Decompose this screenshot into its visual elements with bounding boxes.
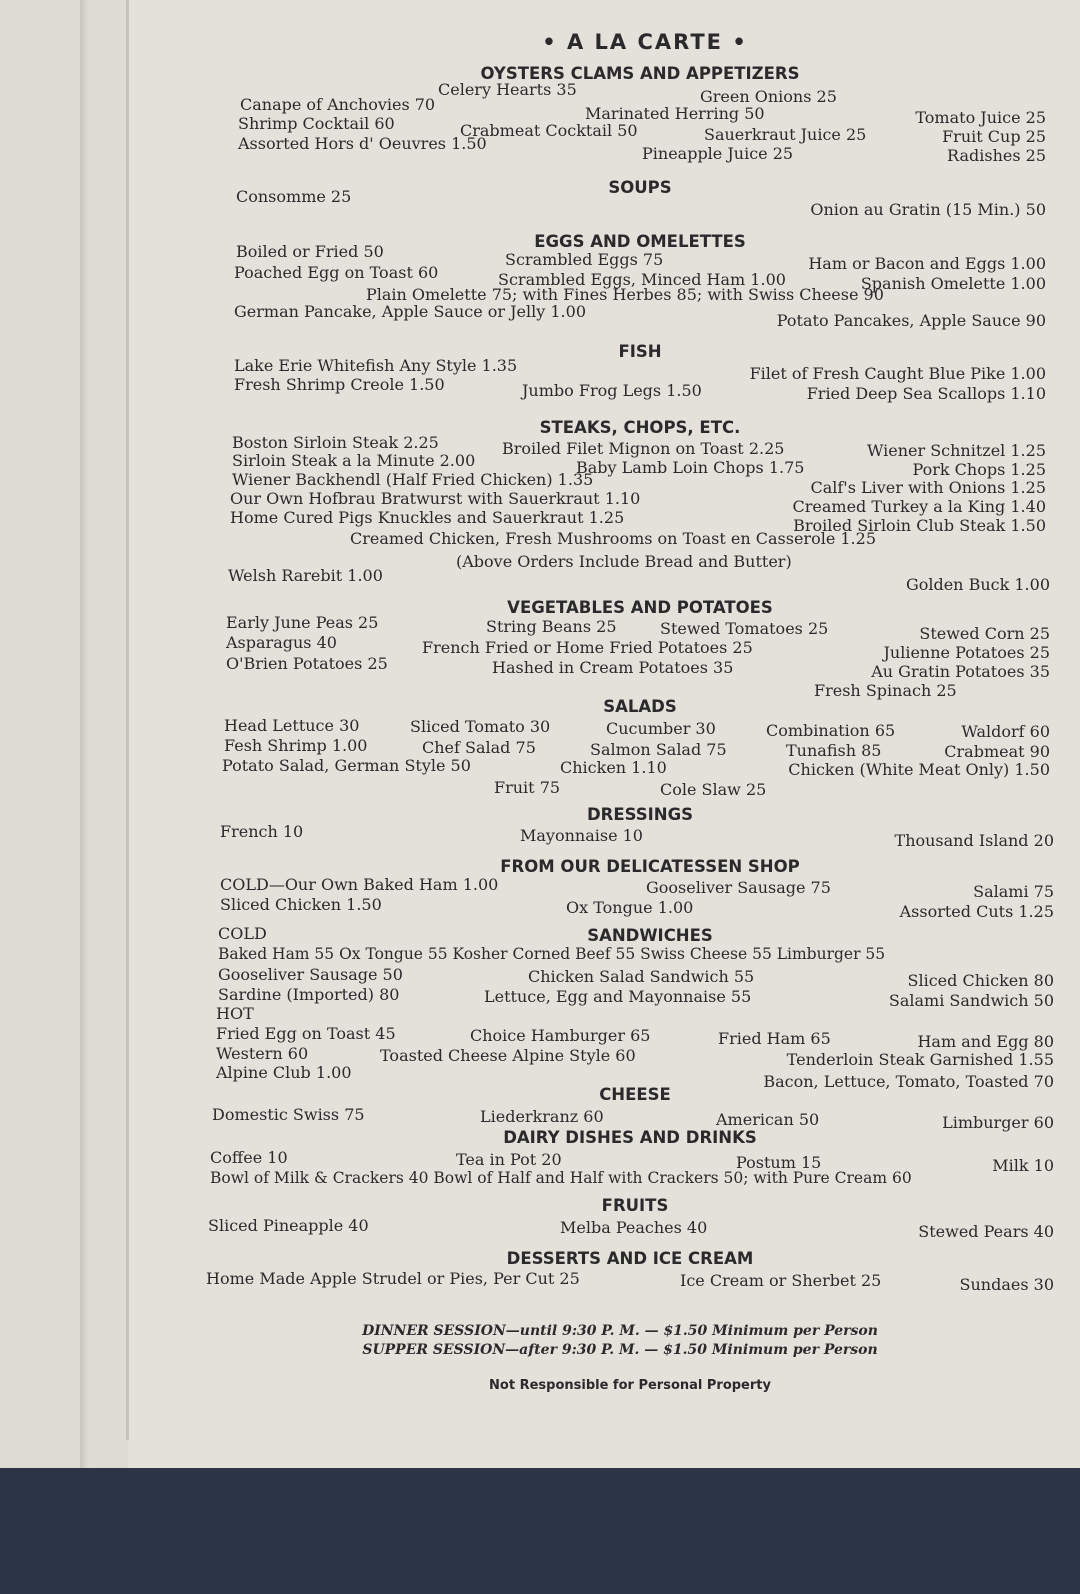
heading-oysters: OYSTERS CLAMS AND APPETIZERS (480, 64, 800, 83)
menu-item: Limburger 60 (942, 1113, 1054, 1132)
menu-item: Domestic Swiss 75 (212, 1105, 365, 1124)
heading-dressings: DRESSINGS (586, 805, 694, 824)
menu-item: Tunafish 85 (786, 741, 882, 760)
page-fold (126, 0, 129, 1440)
menu-item: Ham and Egg 80 (917, 1032, 1054, 1051)
heading-fish: FISH (618, 342, 662, 361)
menu-item: Lettuce, Egg and Mayonnaise 55 (484, 987, 752, 1006)
menu-item: Scrambled Eggs, Minced Ham 1.00 (498, 270, 786, 289)
menu-item: Sundaes 30 (959, 1275, 1054, 1294)
dinner-session-note: DINNER SESSION—until 9:30 P. M. — $1.50 Minimum per Person (362, 1323, 878, 1339)
menu-item: Sliced Pineapple 40 (208, 1216, 369, 1235)
menu-item: Fesh Shrimp 1.00 (224, 736, 368, 755)
menu-item: Chicken Salad Sandwich 55 (528, 967, 755, 986)
menu-item: Gooseliver Sausage 75 (646, 878, 831, 897)
menu-item: Sauerkraut Juice 25 (704, 125, 867, 144)
menu-item: Chef Salad 75 (422, 738, 536, 757)
menu-item: Green Onions 25 (700, 87, 837, 106)
menu-item: Ham or Bacon and Eggs 1.00 (808, 254, 1046, 273)
menu-item: Ice Cream or Sherbet 25 (680, 1271, 882, 1290)
heading-soups: SOUPS (608, 178, 672, 197)
menu-item: Sirloin Steak a la Minute 2.00 (232, 451, 476, 470)
menu-item: Sliced Chicken 1.50 (220, 895, 382, 914)
menu-item: Cucumber 30 (606, 719, 716, 738)
heading-steaks: STEAKS, CHOPS, ETC. (539, 418, 741, 437)
heading-eggs: EGGS AND OMELETTES (534, 232, 746, 251)
menu-item: Marinated Herring 50 (585, 104, 765, 123)
menu-item: Salmon Salad 75 (590, 740, 727, 759)
menu-item: Canape of Anchovies 70 (240, 95, 436, 114)
menu-item: Stewed Pears 40 (918, 1222, 1054, 1241)
menu-item: Fresh Shrimp Creole 1.50 (234, 375, 445, 394)
menu-item: Pineapple Juice 25 (642, 144, 794, 163)
menu-item: American 50 (716, 1110, 820, 1129)
menu-item: Tenderloin Steak Garnished 1.55 (786, 1050, 1054, 1069)
menu-item: Chicken 1.10 (560, 758, 667, 777)
menu-item: Home Cured Pigs Knuckles and Sauerkraut 1.25 (230, 508, 625, 527)
menu-item: Onion au Gratin (15 Min.) 50 (810, 200, 1046, 219)
menu-item: Early June Peas 25 (226, 613, 379, 632)
menu-item: String Beans 25 (486, 617, 617, 636)
menu-item: Baked Ham 55 Ox Tongue 55 Kosher Corned Beef 55 Swiss Cheese 55 Limburger 55 (218, 945, 886, 963)
menu-item: Chicken (White Meat Only) 1.50 (788, 760, 1050, 779)
menu-item: Mayonnaise 10 (520, 826, 643, 845)
menu-item: Combination 65 (766, 721, 896, 740)
menu-item: O'Brien Potatoes 25 (226, 654, 388, 673)
menu-item: Western 60 (216, 1044, 309, 1063)
menu-item: Waldorf 60 (961, 722, 1050, 741)
menu-item: COLD—Our Own Baked Ham 1.00 (220, 875, 499, 894)
menu-item: Assorted Cuts 1.25 (899, 902, 1054, 921)
menu-item: Poached Egg on Toast 60 (234, 263, 439, 282)
menu-item: Home Made Apple Strudel or Pies, Per Cut 25 (206, 1269, 580, 1288)
menu-item: Tomato Juice 25 (915, 108, 1046, 127)
menu-note: (Above Orders Include Bread and Butter) (456, 552, 792, 571)
menu-item: Crabmeat 90 (944, 742, 1050, 761)
menu-item: Welsh Rarebit 1.00 (228, 566, 383, 585)
menu-item: Baby Lamb Loin Chops 1.75 (576, 458, 805, 477)
menu-item: Julienne Potatoes 25 (883, 643, 1050, 662)
menu-item: Stewed Tomatoes 25 (660, 619, 829, 638)
menu-item: Boiled or Fried 50 (236, 242, 384, 261)
heading-salads: SALADS (603, 697, 677, 716)
menu-item: German Pancake, Apple Sauce or Jelly 1.00 (234, 302, 586, 321)
page-gutter (80, 0, 90, 1468)
heading-dairy: DAIRY DISHES AND DRINKS (503, 1128, 757, 1147)
menu-item: Fried Egg on Toast 45 (216, 1024, 396, 1043)
heading-delicatessen: FROM OUR DELICATESSEN SHOP (500, 857, 800, 876)
menu-item: Melba Peaches 40 (560, 1218, 708, 1237)
menu-item: Consomme 25 (236, 187, 352, 206)
menu-item: Asparagus 40 (226, 633, 337, 652)
menu-item: Broiled Sirloin Club Steak 1.50 (793, 516, 1046, 535)
menu-item: Postum 15 (736, 1153, 822, 1172)
menu-item: Scrambled Eggs 75 (505, 250, 664, 269)
section-label-cold: COLD (218, 924, 267, 943)
menu-item: Fresh Spinach 25 (814, 681, 957, 700)
heading-sandwiches: SANDWICHES (587, 926, 713, 945)
menu-item: Stewed Corn 25 (919, 624, 1050, 643)
section-label-hot: HOT (216, 1004, 254, 1023)
menu-item: French Fried or Home Fried Potatoes 25 (422, 638, 753, 657)
menu-item: Plain Omelette 75; with Fines Herbes 85; with Swiss Cheese 90 (366, 285, 884, 304)
menu-item: Fruit Cup 25 (942, 127, 1046, 146)
heading-vegetables: VEGETABLES AND POTATOES (507, 598, 773, 617)
menu-item: Ox Tongue 1.00 (566, 898, 694, 917)
menu-item: Head Lettuce 30 (224, 716, 360, 735)
disclaimer: Not Responsible for Personal Property (489, 1378, 771, 1393)
menu-item: Potato Salad, German Style 50 (222, 756, 471, 775)
menu-item: Milk 10 (992, 1156, 1054, 1175)
menu-item: Sliced Chicken 80 (907, 971, 1054, 990)
left-blank-panel (0, 0, 128, 1468)
menu-item: Au Gratin Potatoes 35 (871, 662, 1050, 681)
heading-fruits: FRUITS (601, 1196, 669, 1215)
menu-item: Thousand Island 20 (894, 831, 1054, 850)
menu-item: Potato Pancakes, Apple Sauce 90 (776, 311, 1046, 330)
menu-item: Pork Chops 1.25 (912, 460, 1046, 479)
menu-item: Salami Sandwich 50 (888, 991, 1054, 1010)
menu-item: Lake Erie Whitefish Any Style 1.35 (234, 356, 518, 375)
menu-item: Creamed Chicken, Fresh Mushrooms on Toast en Casserole 1.25 (350, 529, 876, 548)
menu-item: Creamed Turkey a la King 1.40 (792, 497, 1046, 516)
menu-item: Jumbo Frog Legs 1.50 (522, 381, 702, 400)
menu-item: Celery Hearts 35 (438, 80, 577, 99)
menu-item: Our Own Hofbrau Bratwurst with Sauerkraut 1.10 (230, 489, 641, 508)
menu-item: Choice Hamburger 65 (470, 1026, 651, 1045)
heading-cheese: CHEESE (599, 1085, 671, 1104)
menu-title: • A LA CARTE • (542, 30, 748, 54)
menu-item: Cole Slaw 25 (660, 780, 767, 799)
menu-item: Golden Buck 1.00 (905, 575, 1050, 594)
menu-item: Fried Deep Sea Scallops 1.10 (806, 384, 1046, 403)
menu-item: Wiener Schnitzel 1.25 (866, 441, 1046, 460)
supper-session-note: SUPPER SESSION—after 9:30 P. M. — $1.50 Minimum per Person (362, 1342, 878, 1358)
menu-item: Bacon, Lettuce, Tomato, Toasted 70 (763, 1072, 1054, 1091)
menu-item: Filet of Fresh Caught Blue Pike 1.00 (749, 364, 1046, 383)
menu-item: Hashed in Cream Potatoes 35 (492, 658, 734, 677)
menu-item: Fried Ham 65 (718, 1029, 831, 1048)
menu-item: Fruit 75 (494, 778, 561, 797)
menu-item: Boston Sirloin Steak 2.25 (232, 433, 439, 452)
menu-item: Tea in Pot 20 (456, 1150, 562, 1169)
menu-item: Shrimp Cocktail 60 (238, 114, 395, 133)
heading-desserts: DESSERTS AND ICE CREAM (506, 1249, 754, 1268)
menu-item: Coffee 10 (210, 1148, 288, 1167)
menu-item: Assorted Hors d' Oeuvres 1.50 (238, 134, 487, 153)
menu-item: Bowl of Milk & Crackers 40 Bowl of Half and Half with Crackers 50; with Pure Cream 60 (210, 1169, 912, 1187)
menu-item: Salami 75 (973, 882, 1054, 901)
menu-item: French 10 (220, 822, 304, 841)
menu-item: Sliced Tomato 30 (410, 717, 551, 736)
menu-item: Radishes 25 (947, 146, 1046, 165)
menu-item: Gooseliver Sausage 50 (218, 965, 403, 984)
menu-item: Broiled Filet Mignon on Toast 2.25 (502, 439, 785, 458)
menu-item: Wiener Backhendl (Half Fried Chicken) 1.35 (232, 470, 594, 489)
menu-item: Spanish Omelette 1.00 (860, 274, 1046, 293)
menu-item: Alpine Club 1.00 (216, 1063, 352, 1082)
menu-item: Liederkranz 60 (480, 1107, 604, 1126)
menu-item: Crabmeat Cocktail 50 (460, 121, 638, 140)
menu-item: Sardine (Imported) 80 (218, 985, 400, 1004)
menu-item: Calf's Liver with Onions 1.25 (810, 478, 1046, 497)
menu-item: Toasted Cheese Alpine Style 60 (380, 1046, 636, 1065)
